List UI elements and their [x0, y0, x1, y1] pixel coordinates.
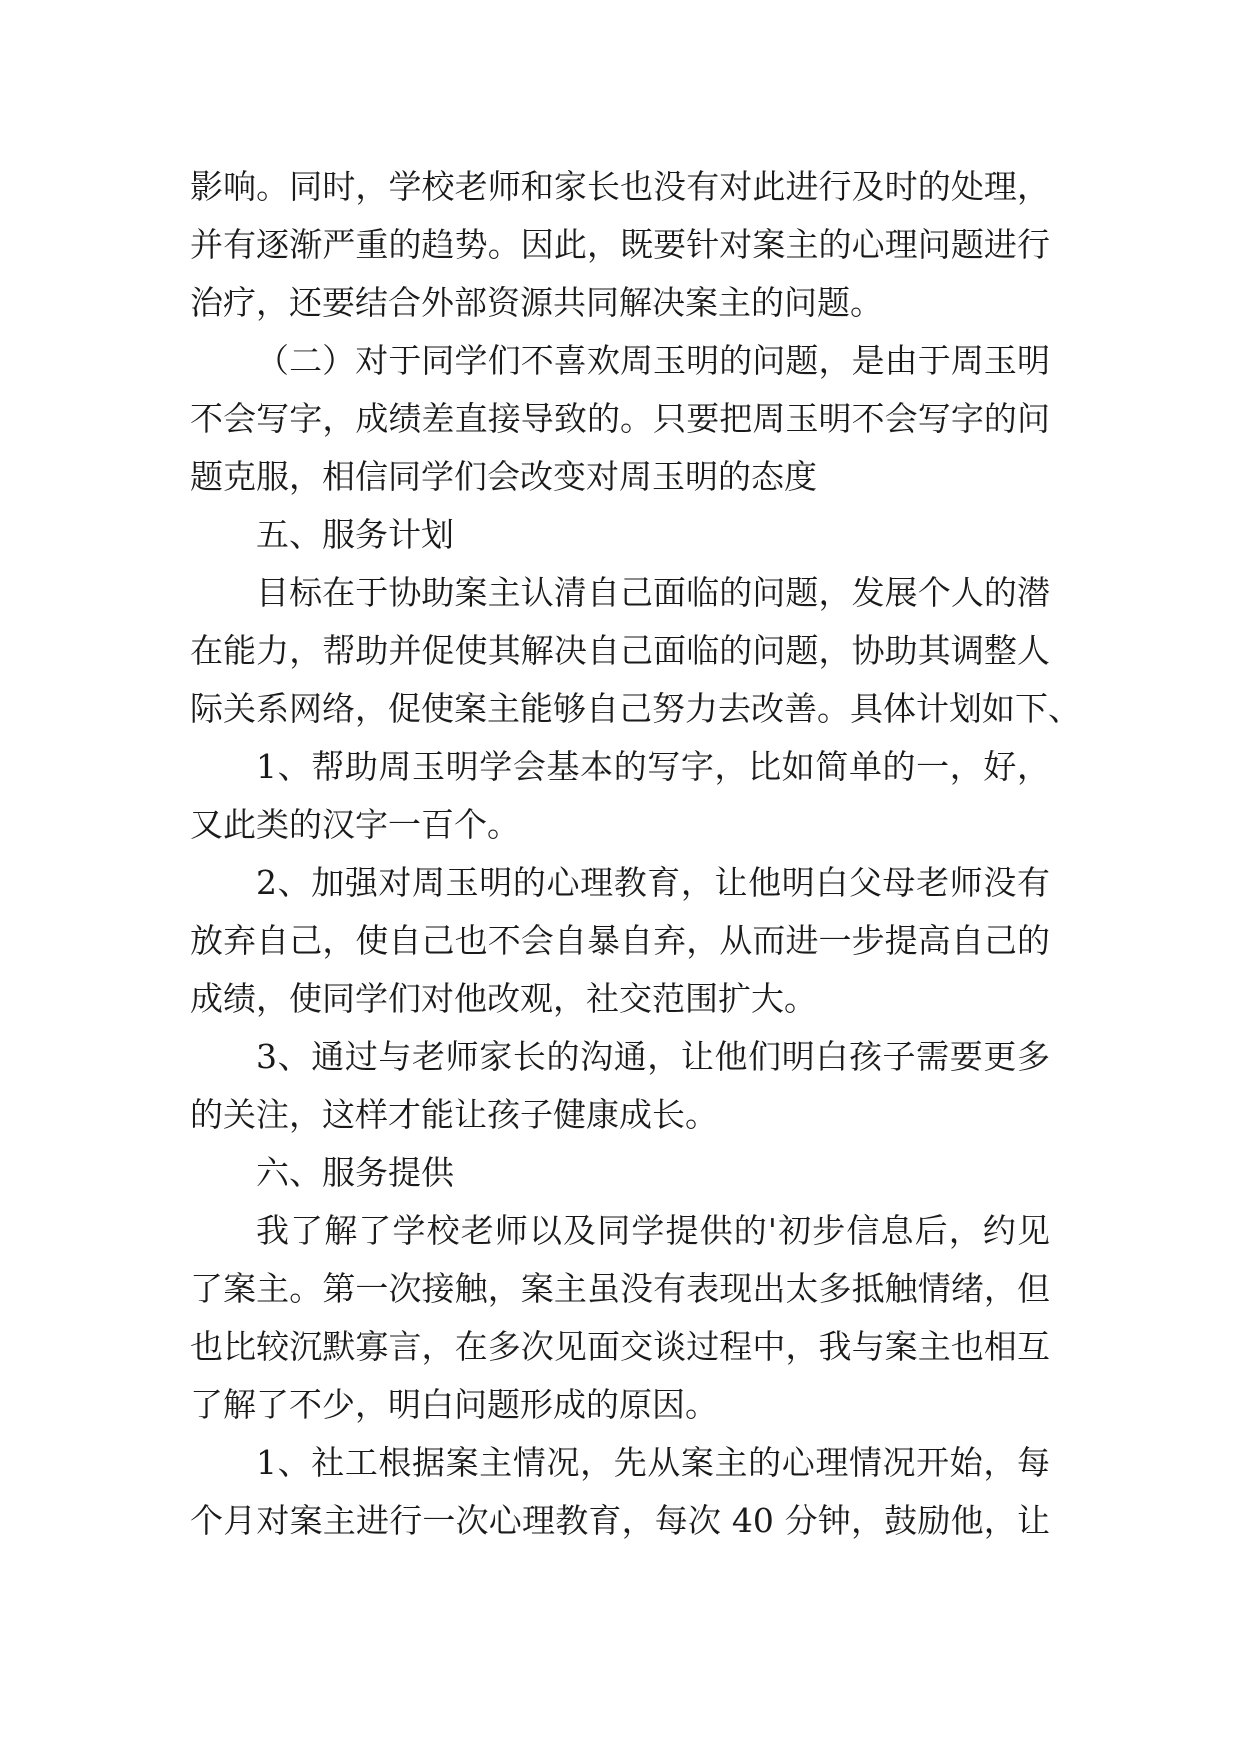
list-item-line: 2、加强对周玉明的心理教育，让他明白父母老师没有	[256, 863, 1050, 902]
list-item-line: 1、帮助周玉明学会基本的写字，比如简单的一，好，	[256, 747, 1050, 786]
section-heading: 六、服务提供	[256, 1153, 454, 1192]
text-line: 治疗，还要结合外部资源共同解决案主的问题。	[190, 283, 883, 322]
section-heading: 五、服务计划	[256, 515, 454, 554]
list-item-line: 1、社工根据案主情况，先从案主的心理情况开始，每	[256, 1443, 1050, 1482]
list-item-line: 3、通过与老师家长的沟通，让他们明白孩子需要更多	[256, 1037, 1050, 1076]
list-item-line: 的关注，这样才能让孩子健康成长。	[190, 1095, 718, 1134]
text-line: 了解了不少，明白问题形成的原因。	[190, 1385, 718, 1424]
list-item-line: 放弃自己，使自己也不会自暴自弃，从而进一步提高自己的	[190, 921, 1050, 960]
text-line: 也比较沉默寡言，在多次见面交谈过程中，我与案主也相互	[190, 1327, 1050, 1366]
list-item-line: 又此类的汉字一百个。	[190, 805, 520, 844]
text-line: 际关系网络，促使案主能够自己努力去改善。具体计划如下、	[190, 689, 1081, 728]
document-page	[190, 158, 1081, 1550]
text-line: 并有逐渐严重的趋势。因此，既要针对案主的心理问题进行	[190, 225, 1050, 264]
text-line: 目标在于协助案主认清自己面临的问题，发展个人的潜	[256, 573, 1050, 612]
text-line: 在能力，帮助并促使其解决自己面临的问题，协助其调整人	[190, 631, 1050, 670]
list-item-line: 成绩，使同学们对他改观，社交范围扩大。	[190, 979, 817, 1018]
text-line: 不会写字，成绩差直接导致的。只要把周玉明不会写字的问	[190, 399, 1050, 438]
text-line: 我了解了学校老师以及同学提供的'初步信息后，约见	[256, 1211, 1050, 1250]
text-line: 影响。同时，学校老师和家长也没有对此进行及时的处理，	[190, 167, 1050, 206]
text-line: （二）对于同学们不喜欢周玉明的问题，是由于周玉明	[256, 341, 1050, 380]
text-line: 题克服，相信同学们会改变对周玉明的态度	[190, 457, 817, 496]
text-line: 了案主。第一次接触，案主虽没有表现出太多抵触情绪，但	[190, 1269, 1050, 1308]
list-item-line: 个月对案主进行一次心理教育，每次 40 分钟，鼓励他，让	[190, 1501, 1050, 1540]
